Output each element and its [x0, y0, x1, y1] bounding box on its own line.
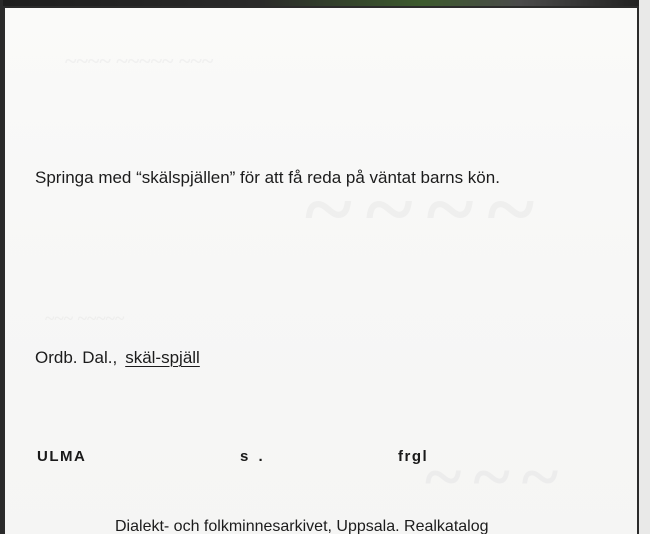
dictionary-reference	[35, 348, 200, 368]
archive-code: ULMA	[37, 448, 87, 465]
section-code: s .	[240, 448, 266, 465]
card-description: Springa med “skälspjällen” för att få reda på väntat barns kön.	[35, 168, 500, 187]
category-code: frgl	[398, 448, 429, 465]
reference-prefix: Ordb. Dal.,	[35, 348, 118, 367]
show-through-texture	[45, 308, 124, 329]
show-through-texture	[425, 438, 570, 518]
show-through-texture	[65, 48, 213, 74]
card-footer-institution: Dialekt- och folkminnesarkivet, Uppsala. Realkatalog	[115, 518, 489, 534]
reference-headword: skäl-spjäll	[125, 348, 200, 367]
right-scan-margin	[639, 0, 650, 534]
catalog-card	[3, 6, 639, 534]
